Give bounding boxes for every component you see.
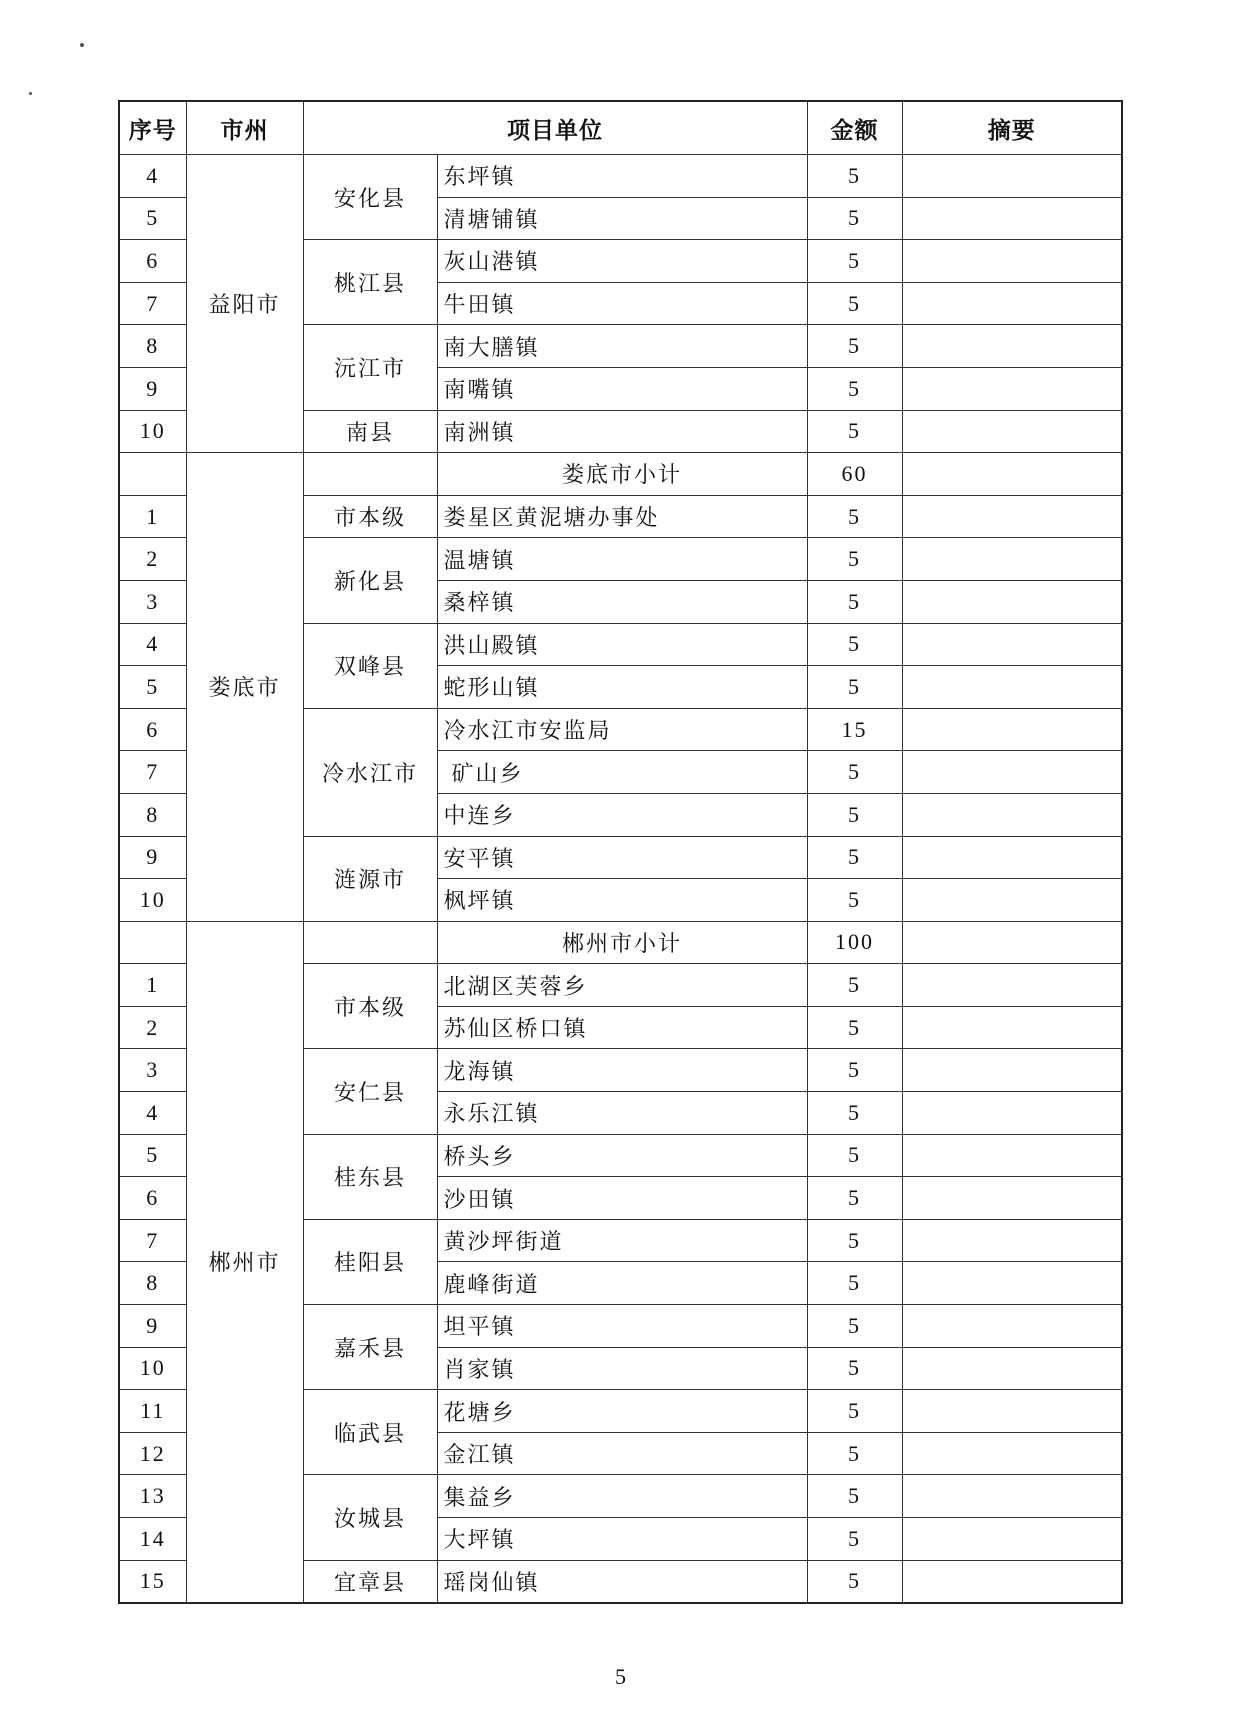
amount-cell: 5	[807, 282, 902, 325]
summary-cell	[902, 793, 1122, 836]
unit-cell: 坦平镇	[437, 1305, 807, 1348]
summary-cell	[902, 623, 1122, 666]
county-cell: 市本级	[303, 495, 437, 538]
seq-cell: 4	[119, 155, 186, 198]
amount-cell: 5	[807, 1177, 902, 1220]
subtotal-label: 郴州市小计	[437, 921, 807, 964]
summary-cell	[902, 282, 1122, 325]
seq-cell	[119, 453, 186, 496]
summary-cell	[902, 197, 1122, 240]
summary-cell	[902, 1177, 1122, 1220]
summary-cell	[902, 453, 1122, 496]
summary-cell	[902, 1134, 1122, 1177]
county-cell: 嘉禾县	[303, 1305, 437, 1390]
seq-cell: 2	[119, 1006, 186, 1049]
summary-cell	[902, 1560, 1122, 1603]
seq-cell: 2	[119, 538, 186, 581]
seq-cell: 6	[119, 708, 186, 751]
county-cell: 市本级	[303, 964, 437, 1049]
summary-cell	[902, 836, 1122, 879]
unit-cell: 中连乡	[437, 793, 807, 836]
header-seq: 序号	[119, 101, 186, 155]
summary-cell	[902, 708, 1122, 751]
amount-cell: 5	[807, 836, 902, 879]
seq-cell: 7	[119, 1219, 186, 1262]
unit-cell: 清塘铺镇	[437, 197, 807, 240]
unit-cell: 龙海镇	[437, 1049, 807, 1092]
unit-cell: 黄沙坪街道	[437, 1219, 807, 1262]
amount-cell: 5	[807, 155, 902, 198]
summary-cell	[902, 1092, 1122, 1135]
amount-cell: 5	[807, 666, 902, 709]
amount-cell: 5	[807, 1219, 902, 1262]
amount-cell: 5	[807, 1560, 902, 1603]
seq-cell: 7	[119, 282, 186, 325]
unit-cell: 灰山港镇	[437, 240, 807, 283]
amount-cell: 5	[807, 623, 902, 666]
seq-cell: 3	[119, 580, 186, 623]
unit-cell: 金江镇	[437, 1432, 807, 1475]
county-cell: 临武县	[303, 1390, 437, 1475]
county-cell: 双峰县	[303, 623, 437, 708]
scan-speck	[80, 43, 84, 47]
scan-speck	[29, 92, 32, 95]
county-cell: 冷水江市	[303, 708, 437, 836]
seq-cell: 8	[119, 793, 186, 836]
unit-cell: 桑梓镇	[437, 580, 807, 623]
amount-cell: 5	[807, 879, 902, 922]
summary-cell	[902, 751, 1122, 794]
amount-cell: 5	[807, 1347, 902, 1390]
summary-cell	[902, 964, 1122, 1007]
seq-cell: 5	[119, 1134, 186, 1177]
summary-cell	[902, 1475, 1122, 1518]
unit-cell: 牛田镇	[437, 282, 807, 325]
amount-cell: 5	[807, 197, 902, 240]
summary-cell	[902, 580, 1122, 623]
summary-cell	[902, 879, 1122, 922]
subtotal-amount: 60	[807, 453, 902, 496]
seq-cell: 4	[119, 1092, 186, 1135]
unit-cell: 蛇形山镇	[437, 666, 807, 709]
summary-cell	[902, 1432, 1122, 1475]
unit-cell: 娄星区黄泥塘办事处	[437, 495, 807, 538]
unit-cell: 集益乡	[437, 1475, 807, 1518]
amount-cell: 15	[807, 708, 902, 751]
seq-cell: 3	[119, 1049, 186, 1092]
county-cell: 汝城县	[303, 1475, 437, 1560]
summary-cell	[902, 367, 1122, 410]
unit-cell: 矿山乡	[437, 751, 807, 794]
amount-cell: 5	[807, 1305, 902, 1348]
amount-cell: 5	[807, 1518, 902, 1561]
subtotal-amount: 100	[807, 921, 902, 964]
unit-cell: 东坪镇	[437, 155, 807, 198]
unit-cell: 南大膳镇	[437, 325, 807, 368]
amount-cell: 5	[807, 1049, 902, 1092]
seq-cell: 4	[119, 623, 186, 666]
seq-cell: 8	[119, 325, 186, 368]
summary-cell	[902, 1518, 1122, 1561]
county-cell: 安化县	[303, 155, 437, 240]
unit-cell: 枫坪镇	[437, 879, 807, 922]
seq-cell: 10	[119, 410, 186, 453]
unit-cell: 安平镇	[437, 836, 807, 879]
amount-cell: 5	[807, 751, 902, 794]
summary-cell	[902, 1347, 1122, 1390]
summary-cell	[902, 1049, 1122, 1092]
city-cell: 郴州市	[186, 921, 303, 1603]
unit-cell: 肖家镇	[437, 1347, 807, 1390]
summary-cell	[902, 240, 1122, 283]
amount-cell: 5	[807, 1432, 902, 1475]
seq-cell: 8	[119, 1262, 186, 1305]
summary-cell	[902, 1305, 1122, 1348]
amount-cell: 5	[807, 367, 902, 410]
seq-cell: 7	[119, 751, 186, 794]
seq-cell: 9	[119, 1305, 186, 1348]
seq-cell: 12	[119, 1432, 186, 1475]
seq-cell: 11	[119, 1390, 186, 1433]
unit-cell: 花塘乡	[437, 1390, 807, 1433]
summary-cell	[902, 538, 1122, 581]
county-cell: 安仁县	[303, 1049, 437, 1134]
county-cell	[303, 453, 437, 496]
seq-cell: 13	[119, 1475, 186, 1518]
subtotal-label: 娄底市小计	[437, 453, 807, 496]
summary-cell	[902, 1390, 1122, 1433]
unit-cell: 洪山殿镇	[437, 623, 807, 666]
summary-cell	[902, 1262, 1122, 1305]
seq-cell: 5	[119, 197, 186, 240]
summary-cell	[902, 1219, 1122, 1262]
header-amount: 金额	[807, 101, 902, 155]
amount-cell: 5	[807, 538, 902, 581]
seq-cell: 10	[119, 1347, 186, 1390]
seq-cell: 1	[119, 964, 186, 1007]
header-city: 市州	[186, 101, 303, 155]
county-cell: 桂东县	[303, 1134, 437, 1219]
county-cell: 宜章县	[303, 1560, 437, 1603]
seq-cell: 9	[119, 836, 186, 879]
seq-cell: 10	[119, 879, 186, 922]
county-cell: 涟源市	[303, 836, 437, 921]
unit-cell: 北湖区芙蓉乡	[437, 964, 807, 1007]
amount-cell: 5	[807, 240, 902, 283]
table-header-row	[119, 101, 1122, 155]
unit-cell: 瑶岗仙镇	[437, 1560, 807, 1603]
summary-cell	[902, 921, 1122, 964]
summary-cell	[902, 410, 1122, 453]
summary-cell	[902, 1006, 1122, 1049]
table-row	[119, 155, 1122, 198]
city-cell: 娄底市	[186, 453, 303, 922]
unit-cell: 南嘴镇	[437, 367, 807, 410]
subtotal-row	[119, 453, 1122, 496]
unit-cell: 南洲镇	[437, 410, 807, 453]
amount-cell: 5	[807, 580, 902, 623]
summary-cell	[902, 495, 1122, 538]
unit-cell: 温塘镇	[437, 538, 807, 581]
header-summary: 摘要	[902, 101, 1122, 155]
county-cell	[303, 921, 437, 964]
seq-cell: 6	[119, 1177, 186, 1220]
seq-cell	[119, 921, 186, 964]
unit-cell: 鹿峰街道	[437, 1262, 807, 1305]
fund-allocation-table	[118, 100, 1123, 1604]
county-cell: 桃江县	[303, 240, 437, 325]
amount-cell: 5	[807, 410, 902, 453]
unit-cell: 苏仙区桥口镇	[437, 1006, 807, 1049]
amount-cell: 5	[807, 1390, 902, 1433]
summary-cell	[902, 325, 1122, 368]
page-number: 5	[615, 1664, 626, 1689]
summary-cell	[902, 155, 1122, 198]
unit-cell: 沙田镇	[437, 1177, 807, 1220]
city-cell: 益阳市	[186, 155, 303, 453]
amount-cell: 5	[807, 793, 902, 836]
unit-cell: 大坪镇	[437, 1518, 807, 1561]
header-project-unit: 项目单位	[303, 101, 807, 155]
subtotal-row	[119, 921, 1122, 964]
county-cell: 新化县	[303, 538, 437, 623]
amount-cell: 5	[807, 964, 902, 1007]
amount-cell: 5	[807, 1134, 902, 1177]
seq-cell: 15	[119, 1560, 186, 1603]
county-cell: 南县	[303, 410, 437, 453]
amount-cell: 5	[807, 495, 902, 538]
seq-cell: 14	[119, 1518, 186, 1561]
amount-cell: 5	[807, 1092, 902, 1135]
amount-cell: 5	[807, 1006, 902, 1049]
seq-cell: 6	[119, 240, 186, 283]
amount-cell: 5	[807, 1475, 902, 1518]
county-cell: 桂阳县	[303, 1219, 437, 1304]
unit-cell: 冷水江市安监局	[437, 708, 807, 751]
unit-cell: 桥头乡	[437, 1134, 807, 1177]
amount-cell: 5	[807, 1262, 902, 1305]
amount-cell: 5	[807, 325, 902, 368]
seq-cell: 5	[119, 666, 186, 709]
summary-cell	[902, 666, 1122, 709]
unit-cell: 永乐江镇	[437, 1092, 807, 1135]
seq-cell: 9	[119, 367, 186, 410]
seq-cell: 1	[119, 495, 186, 538]
county-cell: 沅江市	[303, 325, 437, 410]
